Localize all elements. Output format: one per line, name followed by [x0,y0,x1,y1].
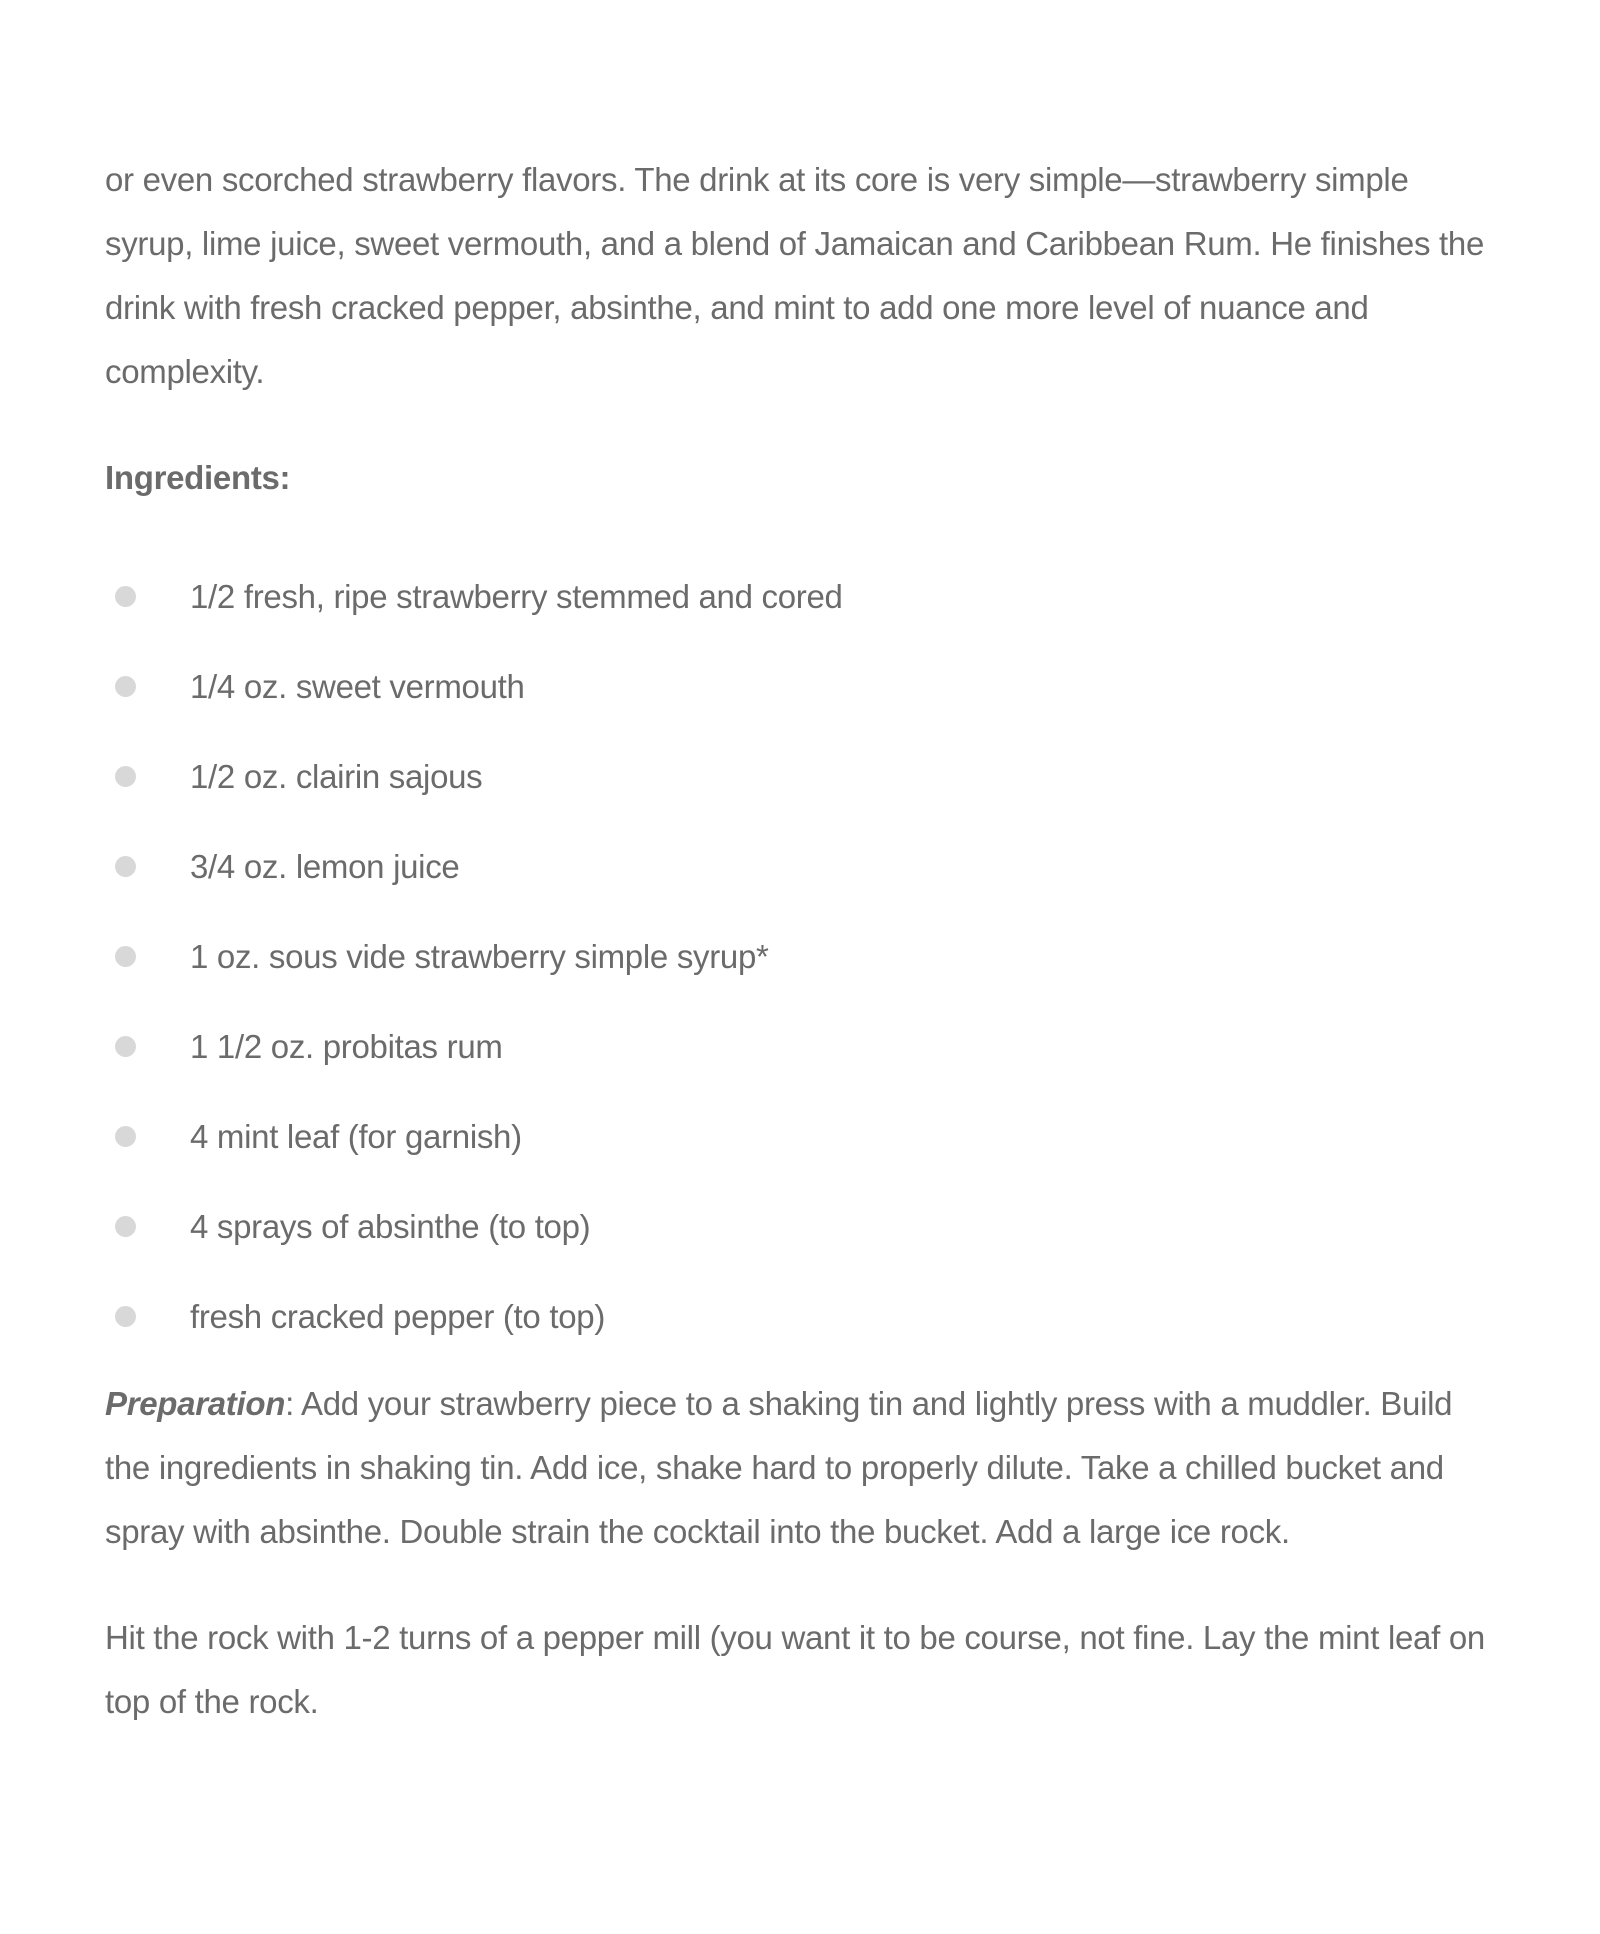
bullet-icon [115,1036,136,1057]
list-item [105,642,1505,732]
list-item [105,822,1505,912]
list-item [105,912,1505,1002]
ingredient-text: 4 mint leaf (for garnish) [190,1118,522,1155]
ingredient-text: 4 sprays of absinthe (to top) [190,1208,591,1245]
list-item [105,1002,1505,1092]
ingredient-text: 1/2 oz. clairin sajous [190,758,483,795]
ingredients-list [105,552,1505,1362]
bullet-icon [115,1126,136,1147]
bullet-icon [115,1306,136,1327]
preparation-label: Preparation [105,1385,286,1422]
bullet-icon [115,856,136,877]
list-item [105,552,1505,642]
bullet-icon [115,586,136,607]
bullet-icon [115,676,136,697]
ingredients-heading: Ingredients: [105,459,291,496]
bullet-icon [115,946,136,967]
closing-paragraph: Hit the rock with 1-2 turns of a pepper mill (you want it to be course, not fine. Lay the mint leaf on top of the rock. [105,1619,1485,1720]
preparation-paragraph [105,1372,1505,1564]
list-item [105,1182,1505,1272]
bullet-icon [115,766,136,787]
ingredient-text: 1 1/2 oz. probitas rum [190,1028,503,1065]
ingredient-text: 1/4 oz. sweet vermouth [190,668,525,705]
preparation-text: : Add your strawberry piece to a shaking tin and lightly press with a muddler. Build the ingredients in shaking tin. Add ice, shake hard to properly dilute. Take a chilled bucket and spray with absinthe. Double strain the cocktail into the bucket. Add a large ice rock. [105,1385,1453,1550]
ingredient-text: 1 oz. sous vide strawberry simple syrup* [190,938,769,975]
list-item [105,732,1505,822]
article-body [105,148,1505,1734]
bullet-icon [115,1216,136,1237]
intro-paragraph: or even scorched strawberry flavors. The drink at its core is very simple—strawberry simple syrup, lime juice, sweet vermouth, and a blend of Jamaican and Caribbean Rum. He finishes the drink with fresh cracked pepper, absinthe, and mint to add one more level of nuance and complexity. [105,161,1484,390]
list-item [105,1092,1505,1182]
ingredient-text: 1/2 fresh, ripe strawberry stemmed and cored [190,578,843,615]
list-item [105,1272,1505,1362]
ingredient-text: fresh cracked pepper (to top) [190,1298,606,1335]
ingredient-text: 3/4 oz. lemon juice [190,848,460,885]
